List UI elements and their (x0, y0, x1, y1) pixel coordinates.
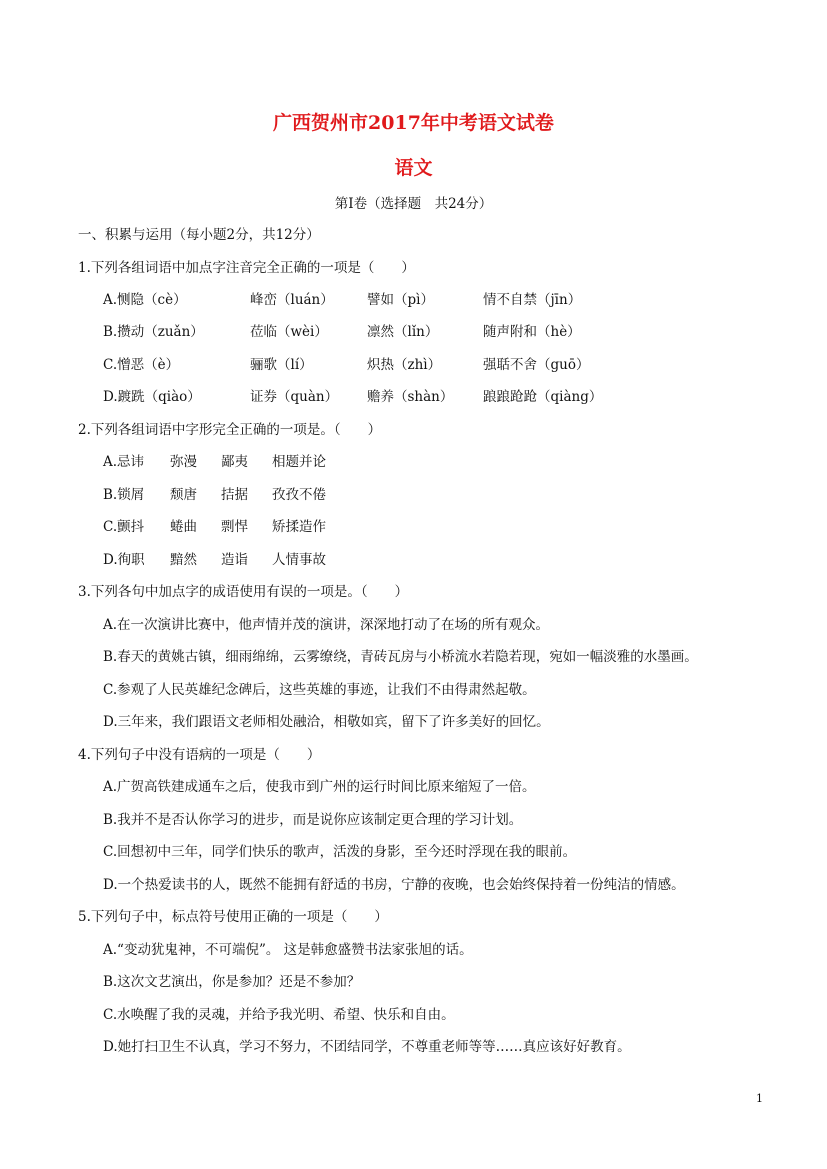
q2-d-2: 黯然 (170, 552, 197, 568)
q2-b-4: 孜孜不倦 (272, 487, 326, 503)
q2-b-2: 颓唐 (170, 487, 197, 503)
q1-a-4: 情不自禁（jīn） (483, 292, 582, 308)
q1-b-4: 随声附和（hè） (483, 324, 581, 340)
q3-option-d: D.三年来，我们跟语文老师相处融洽，相敬如宾，留下了许多美好的回忆。 (103, 714, 550, 730)
q3-option-a: A.在一次演讲比赛中，他声情并茂的演讲，深深地打动了在场的所有观众。 (103, 617, 550, 633)
question-1-stem: 1.下列各组词语中加点字注音完全正确的一项是（ ） (78, 260, 415, 276)
q1-c-3: 炽热（zhì） (367, 357, 442, 373)
question-5-stem: 5.下列句子中，标点符号使用正确的一项是（ ） (78, 909, 388, 925)
q1-c-2: 骊歌（lí） (250, 357, 313, 373)
q4-option-b: B.我并不是否认你学习的进步，而是说你应该制定更合理的学习计划。 (103, 812, 523, 828)
paper-title: 广西贺州市2017年中考语文试卷 (273, 112, 554, 134)
q2-a-3: 鄙夷 (221, 454, 248, 470)
q1-d-1: D.踱跣（qiào） (103, 389, 201, 405)
q5-option-d: D.她打扫卫生不认真，学习不努力，不团结同学，不尊重老师等等……真应该好好教育。 (103, 1039, 631, 1055)
q3-option-c: C.参观了人民英雄纪念碑后，这些英雄的事迹，让我们不由得肃然起敬。 (103, 682, 536, 698)
q1-a-1: A.恻隐（cè） (103, 292, 187, 308)
q1-d-3: 赡养（shàn） (367, 389, 454, 405)
paper-subtitle: 语文 (394, 157, 433, 179)
q1-b-2: 莅临（wèi） (250, 324, 328, 340)
q2-a-2: 弥漫 (170, 454, 197, 470)
question-4-stem: 4.下列句子中没有语病的一项是（ ） (78, 747, 321, 763)
q3-option-b: B.春天的黄姚古镇，细雨绵绵，云雾缭绕，青砖瓦房与小桥流水若隐若现，宛如一幅淡雅的水墨画。 (103, 649, 698, 665)
q2-c-1: C.颤抖 (103, 519, 145, 535)
q2-c-2: 蜷曲 (170, 519, 197, 535)
q1-a-3: 譬如（pì） (367, 292, 434, 308)
q2-a-4: 相题并论 (272, 454, 326, 470)
q1-d-2: 证券（quàn） (250, 389, 339, 405)
q4-option-c: C.回想初中三年，同学们快乐的歌声，活泼的身影，至今还时浮现在我的眼前。 (103, 844, 577, 860)
part-heading: 第Ⅰ卷（选择题 共24分） (334, 196, 493, 212)
q2-a-1: A.忌讳 (103, 454, 145, 470)
q5-option-c: C.水唤醒了我的灵魂，并给予我光明、希望、快乐和自由。 (103, 1007, 455, 1023)
q1-d-4: 踉踉跄跄（qiàng） (483, 389, 603, 405)
q1-c-1: C.憎恶（è） (103, 357, 180, 373)
page-number: 1 (756, 1092, 763, 1105)
q1-c-4: 强聒不舍（guō） (483, 357, 590, 373)
q1-a-2: 峰峦（luán） (250, 292, 334, 308)
q4-option-a: A.广贺高铁建成通车之后，使我市到广州的运行时间比原来缩短了一倍。 (103, 779, 536, 795)
q4-option-d: D.一个热爱读书的人，既然不能拥有舒适的书房，宁静的夜晚，也会始终保持着一份纯洁的情感。 (103, 877, 685, 893)
question-2-stem: 2.下列各组词语中字形完全正确的一项是。（ ） (78, 422, 382, 438)
q2-d-1: D.徇职 (103, 552, 145, 568)
q2-b-3: 拮据 (221, 487, 248, 503)
q2-b-1: B.锁屑 (103, 487, 145, 503)
section-heading: 一、积累与运用（每小题2分，共12分） (78, 227, 320, 243)
q2-c-4: 矫揉造作 (272, 519, 326, 535)
q2-c-3: 剽悍 (221, 519, 248, 535)
q1-b-3: 凛然（lǐn） (367, 324, 439, 340)
q5-option-b: B.这次文艺演出，你是参加？还是不参加？ (103, 974, 361, 990)
q1-b-1: B.攒动（zuǎn） (103, 324, 204, 340)
q2-d-3: 造诣 (221, 552, 248, 568)
q5-option-a: A.“变动犹鬼神，不可端倪”。 这是韩愈盛赞书法家张旭的话。 (103, 942, 473, 958)
q2-d-4: 人情事故 (272, 552, 326, 568)
question-3-stem: 3.下列各句中加点字的成语使用有误的一项是。（ ） (78, 584, 409, 600)
